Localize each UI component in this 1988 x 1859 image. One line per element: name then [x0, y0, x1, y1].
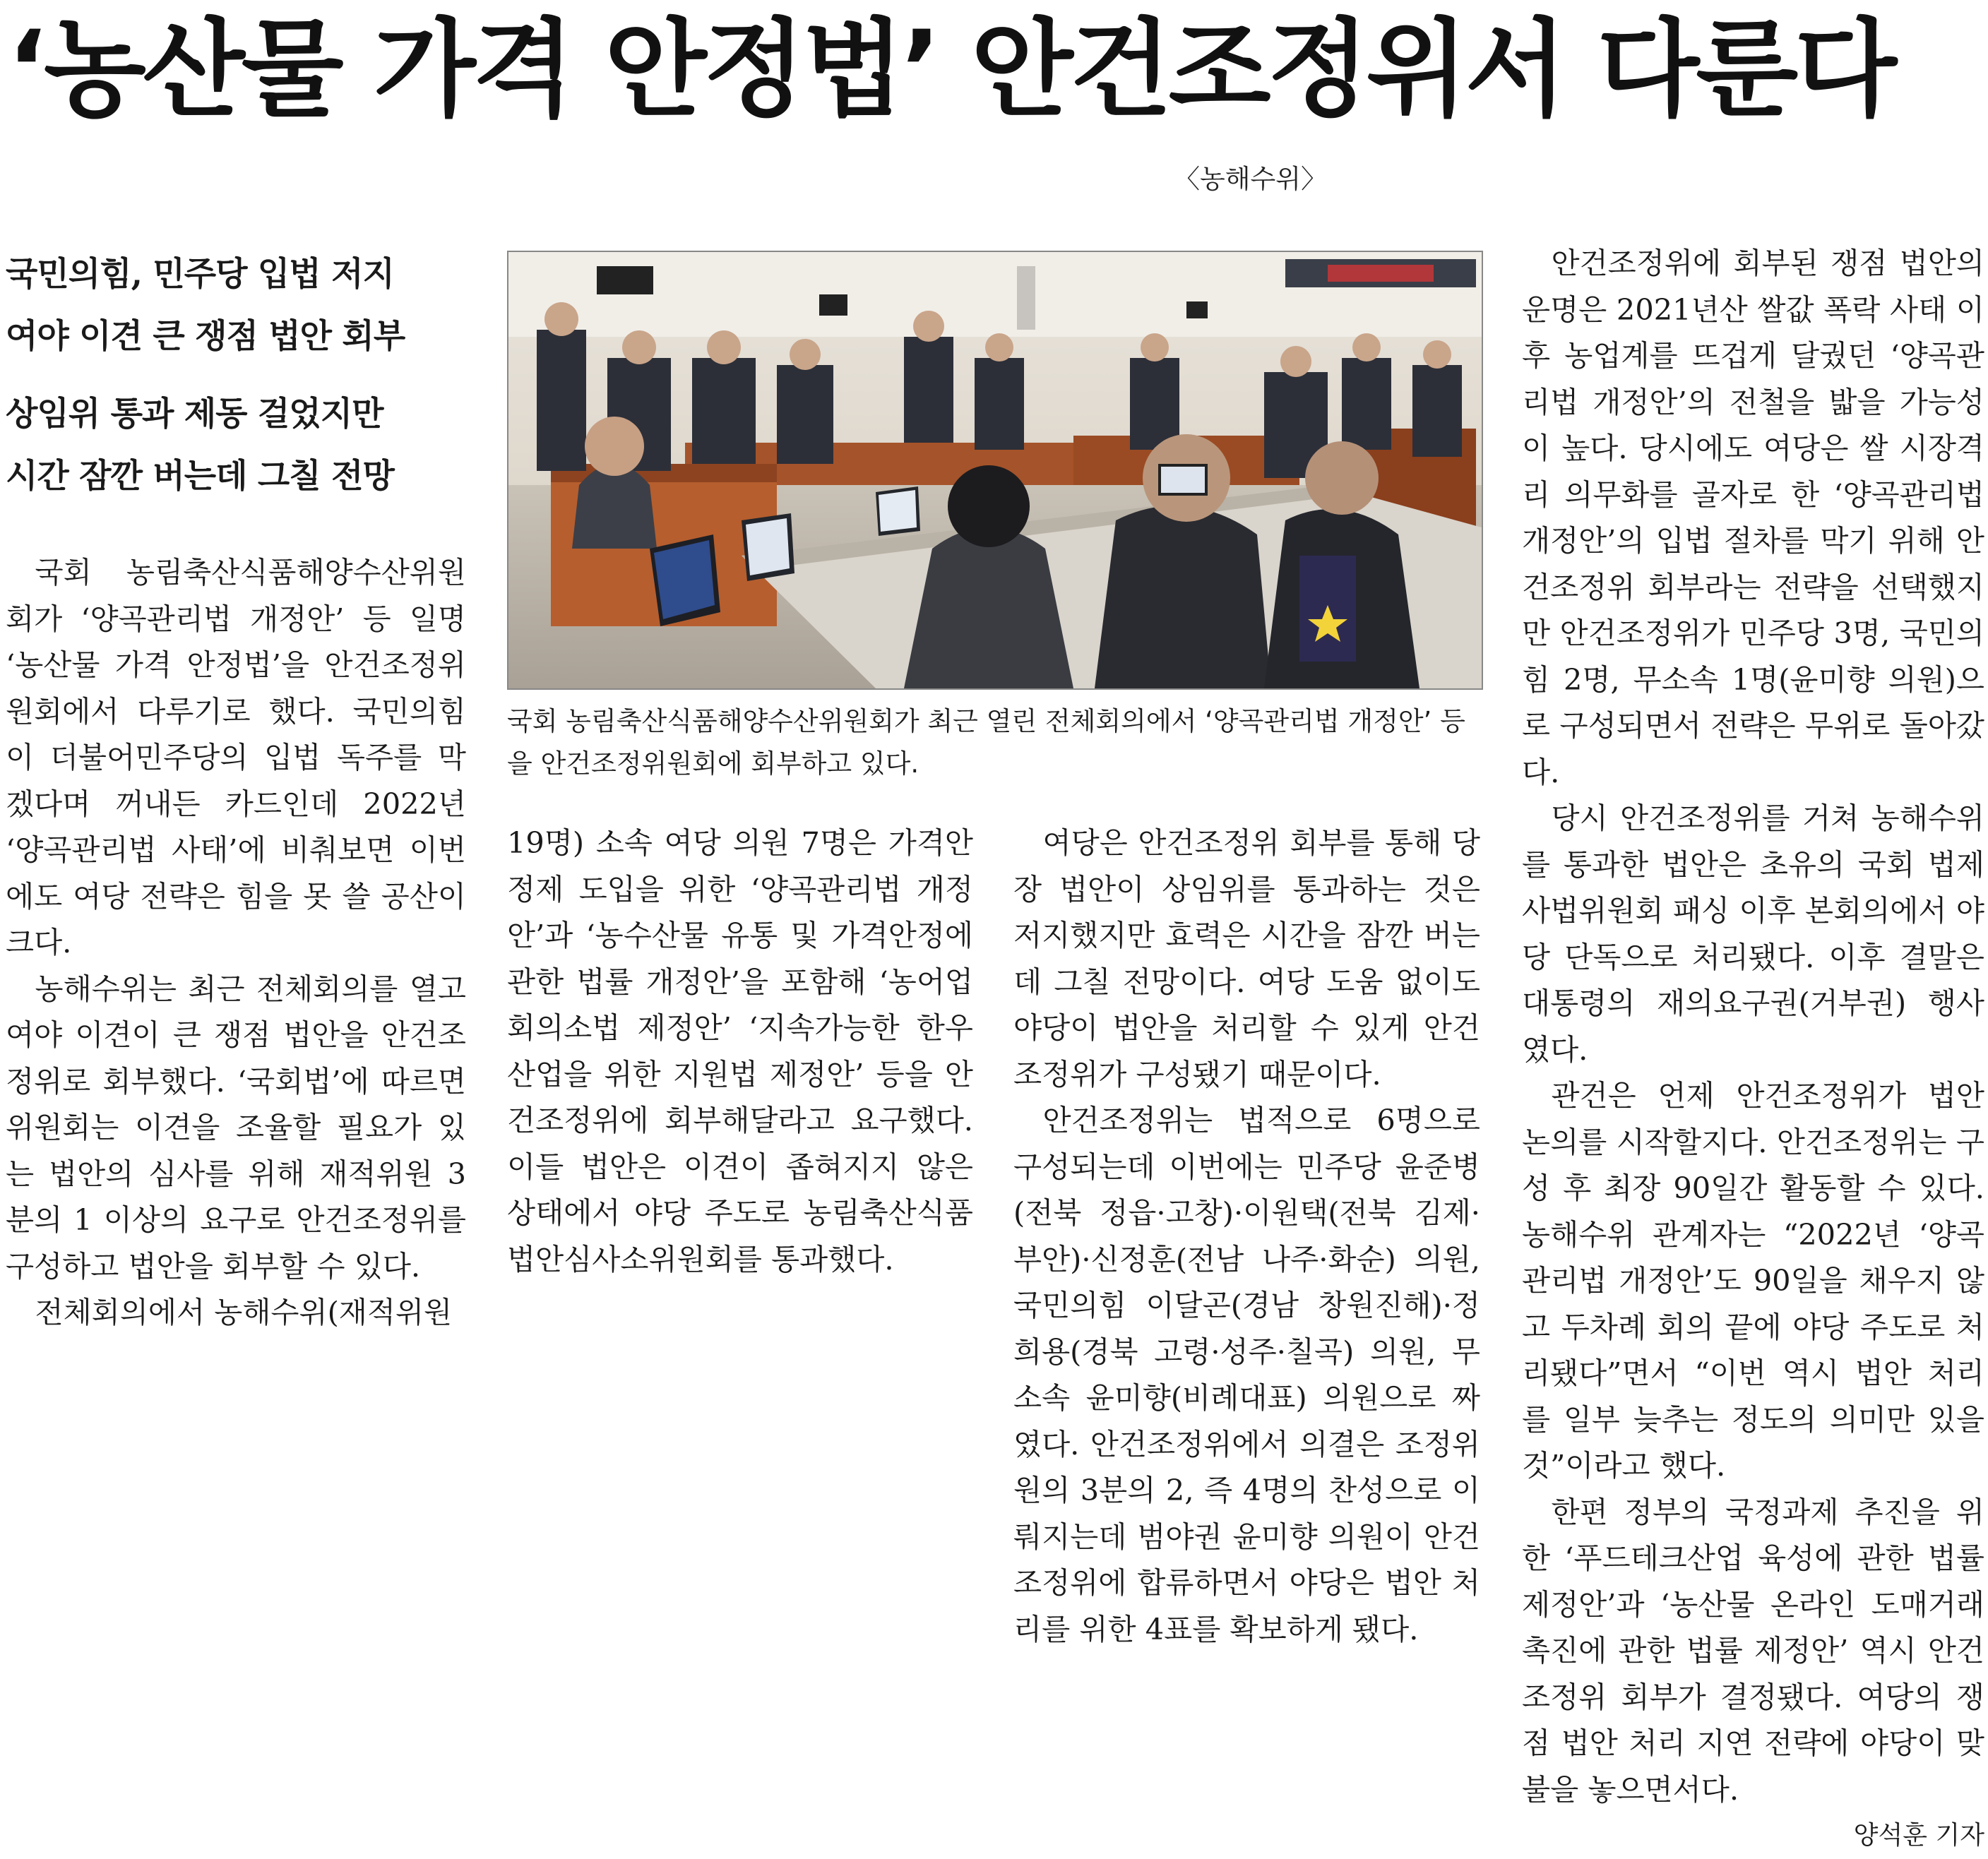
headline: ‘농산물 가격 안정법’ 안건조정위서 다룬다 — [7, 8, 1894, 131]
subheadline: 여야 이견 큰 쟁점 법안 회부 — [6, 317, 405, 356]
paragraph: 19명) 소속 여당 의원 7명은 가격안정제 도입을 위한 ‘양곡관리법 개정안’과 ‘농수산물 유통 및 가격안정에 관한 법률 개정안’을 포함해 ‘농어업회의소법 제정안’ ‘지속가능한 한우산업을 위한 지원법 제정안’ 등을 안건조정위에 회부해달라고 요구했다. 이들 법안은 이견이 좁혀지지 않은 상태에서 야당 주도로 농림축산식품법안심사소위원회를 통과했다. — [507, 825, 973, 1277]
paragraph: 안건조정위는 법적으로 6명으로 구성되는데 이번에는 민주당 윤준병(전북 정읍·고창)·이원택(전북 김제·부안)·신정훈(전남 나주·화순) 의원, 국민의힘 이달곤(경남 창원진해)·정희용(경북 고령·성주·칠곡) 의원, 무소속 윤미향(비례대표) 의원으로 짜였다. 안건조정위에서 의결은 조정위원의 3분의 2, 즉 4명의 찬성으로 이뤄지는데 범야권 윤미향 의원이 안건조정위에 합류하면서 야당은 법안 처리를 위한 4표를 확보하게 됐다. — [1013, 1103, 1480, 1646]
paragraph: 당시 안건조정위를 거쳐 농해수위를 통과한 법안은 초유의 국회 법제사법위원회 패싱 이후 본회의에서 야당 단독으로 처리됐다. 이후 결말은 대통령의 재의요구권(거부권) 행사였다. — [1522, 801, 1984, 1067]
subheadlines — [6, 244, 458, 508]
paragraph: 국회 농림축산식품해양수산위원회가 ‘양곡관리법 개정안’ 등 일명 ‘농산물 가격 안정법’을 안건조정위원회에서 다루기로 했다. 국민의힘이 더불어민주당의 입법 독주를 막겠다며 꺼내든 카드인데 2022년 ‘양곡관리법 사태’에 비춰보면 이번에도 여당 전략은 힘을 못 쓸 공산이 크다. — [6, 555, 466, 960]
body-column-4 — [1522, 240, 1984, 1859]
paragraph: 안건조정위에 회부된 쟁점 법안의 운명은 2021년산 쌀값 폭락 사태 이후 농업계를 뜨겁게 달궜던 ‘양곡관리법 개정안’의 전철을 밟을 가능성이 높다. 당시에도 여당은 쌀 시장격리 의무화를 골자로 한 ‘양곡관리법 개정안’의 입법 절차를 막기 위해 안건조정위 회부라는 전략을 선택했지만 안건조정위가 민주당 3명, 국민의힘 2명, 무소속 1명(윤미향 의원)으로 구성되면서 전략은 무위로 돌아갔다. — [1522, 246, 1984, 789]
body-column-1 — [6, 549, 466, 1336]
photo-caption: 국회 농림축산식품해양수산위원회가 최근 열린 전체회의에서 ‘양곡관리법 개정안’ 등을 안건조정위원회에 회부하고 있다. — [507, 706, 1465, 779]
paragraph: 관건은 언제 안건조정위가 법안 논의를 시작할지다. 안건조정위는 구성 후 최장 90일간 활동할 수 있다. 농해수위 관계자는 “2022년 ‘양곡관리법 개정안’도 90일을 채우지 않고 두차례 회의 끝에 야당 주도로 처리됐다”면서 “이번 역시 법안 처리를 일부 늦추는 정도의 의미만 있을 것”이라고 했다. — [1522, 1078, 1984, 1483]
body-column-2 — [507, 820, 973, 1282]
paragraph: 한편 정부의 국정과제 추진을 위한 ‘푸드테크산업 육성에 관한 법률 제정안’과 ‘농산물 온라인 도매거래 촉진에 관한 법률 제정안’ 역시 안건조정위 회부가 결정됐다. 여당의 쟁점 법안 처리 지연 전략에 야당이 맞불을 놓으면서다. — [1522, 1494, 1984, 1807]
section-tag: 〈농해수위〉 — [1174, 164, 1327, 194]
body-column-3 — [1013, 820, 1480, 1652]
byline: 양석훈 기자 — [1853, 1821, 1984, 1850]
paragraph: 농해수위는 최근 전체회의를 열고 여야 이견이 큰 쟁점 법안을 안건조정위로 회부했다. ‘국회법’에 따르면 위원회는 이견을 조율할 필요가 있는 법안의 심사를 위해 재적위원 3분의 1 이상의 요구로 안건조정위를 구성하고 법안을 회부할 수 있다. — [6, 971, 466, 1284]
paragraph: 전체회의에서 농해수위(재적위원 — [35, 1295, 453, 1329]
subheadline: 시간 잠깐 버는데 그칠 전망 — [6, 457, 394, 496]
paragraph: 여당은 안건조정위 회부를 통해 당장 법안이 상임위를 통과하는 것은 저지했지만 효력은 시간을 잠깐 버는 데 그칠 전망이다. 여당 도움 없이도 야당이 법안을 처리할 수 있게 안건조정위가 구성됐기 때문이다. — [1013, 825, 1480, 1092]
committee-meeting-photo — [508, 252, 1482, 688]
news-photo — [507, 251, 1483, 690]
subheadline: 상임위 통과 제동 걸었지만 — [6, 395, 383, 434]
subheadline: 국민의힘, 민주당 입법 저지 — [6, 255, 394, 294]
